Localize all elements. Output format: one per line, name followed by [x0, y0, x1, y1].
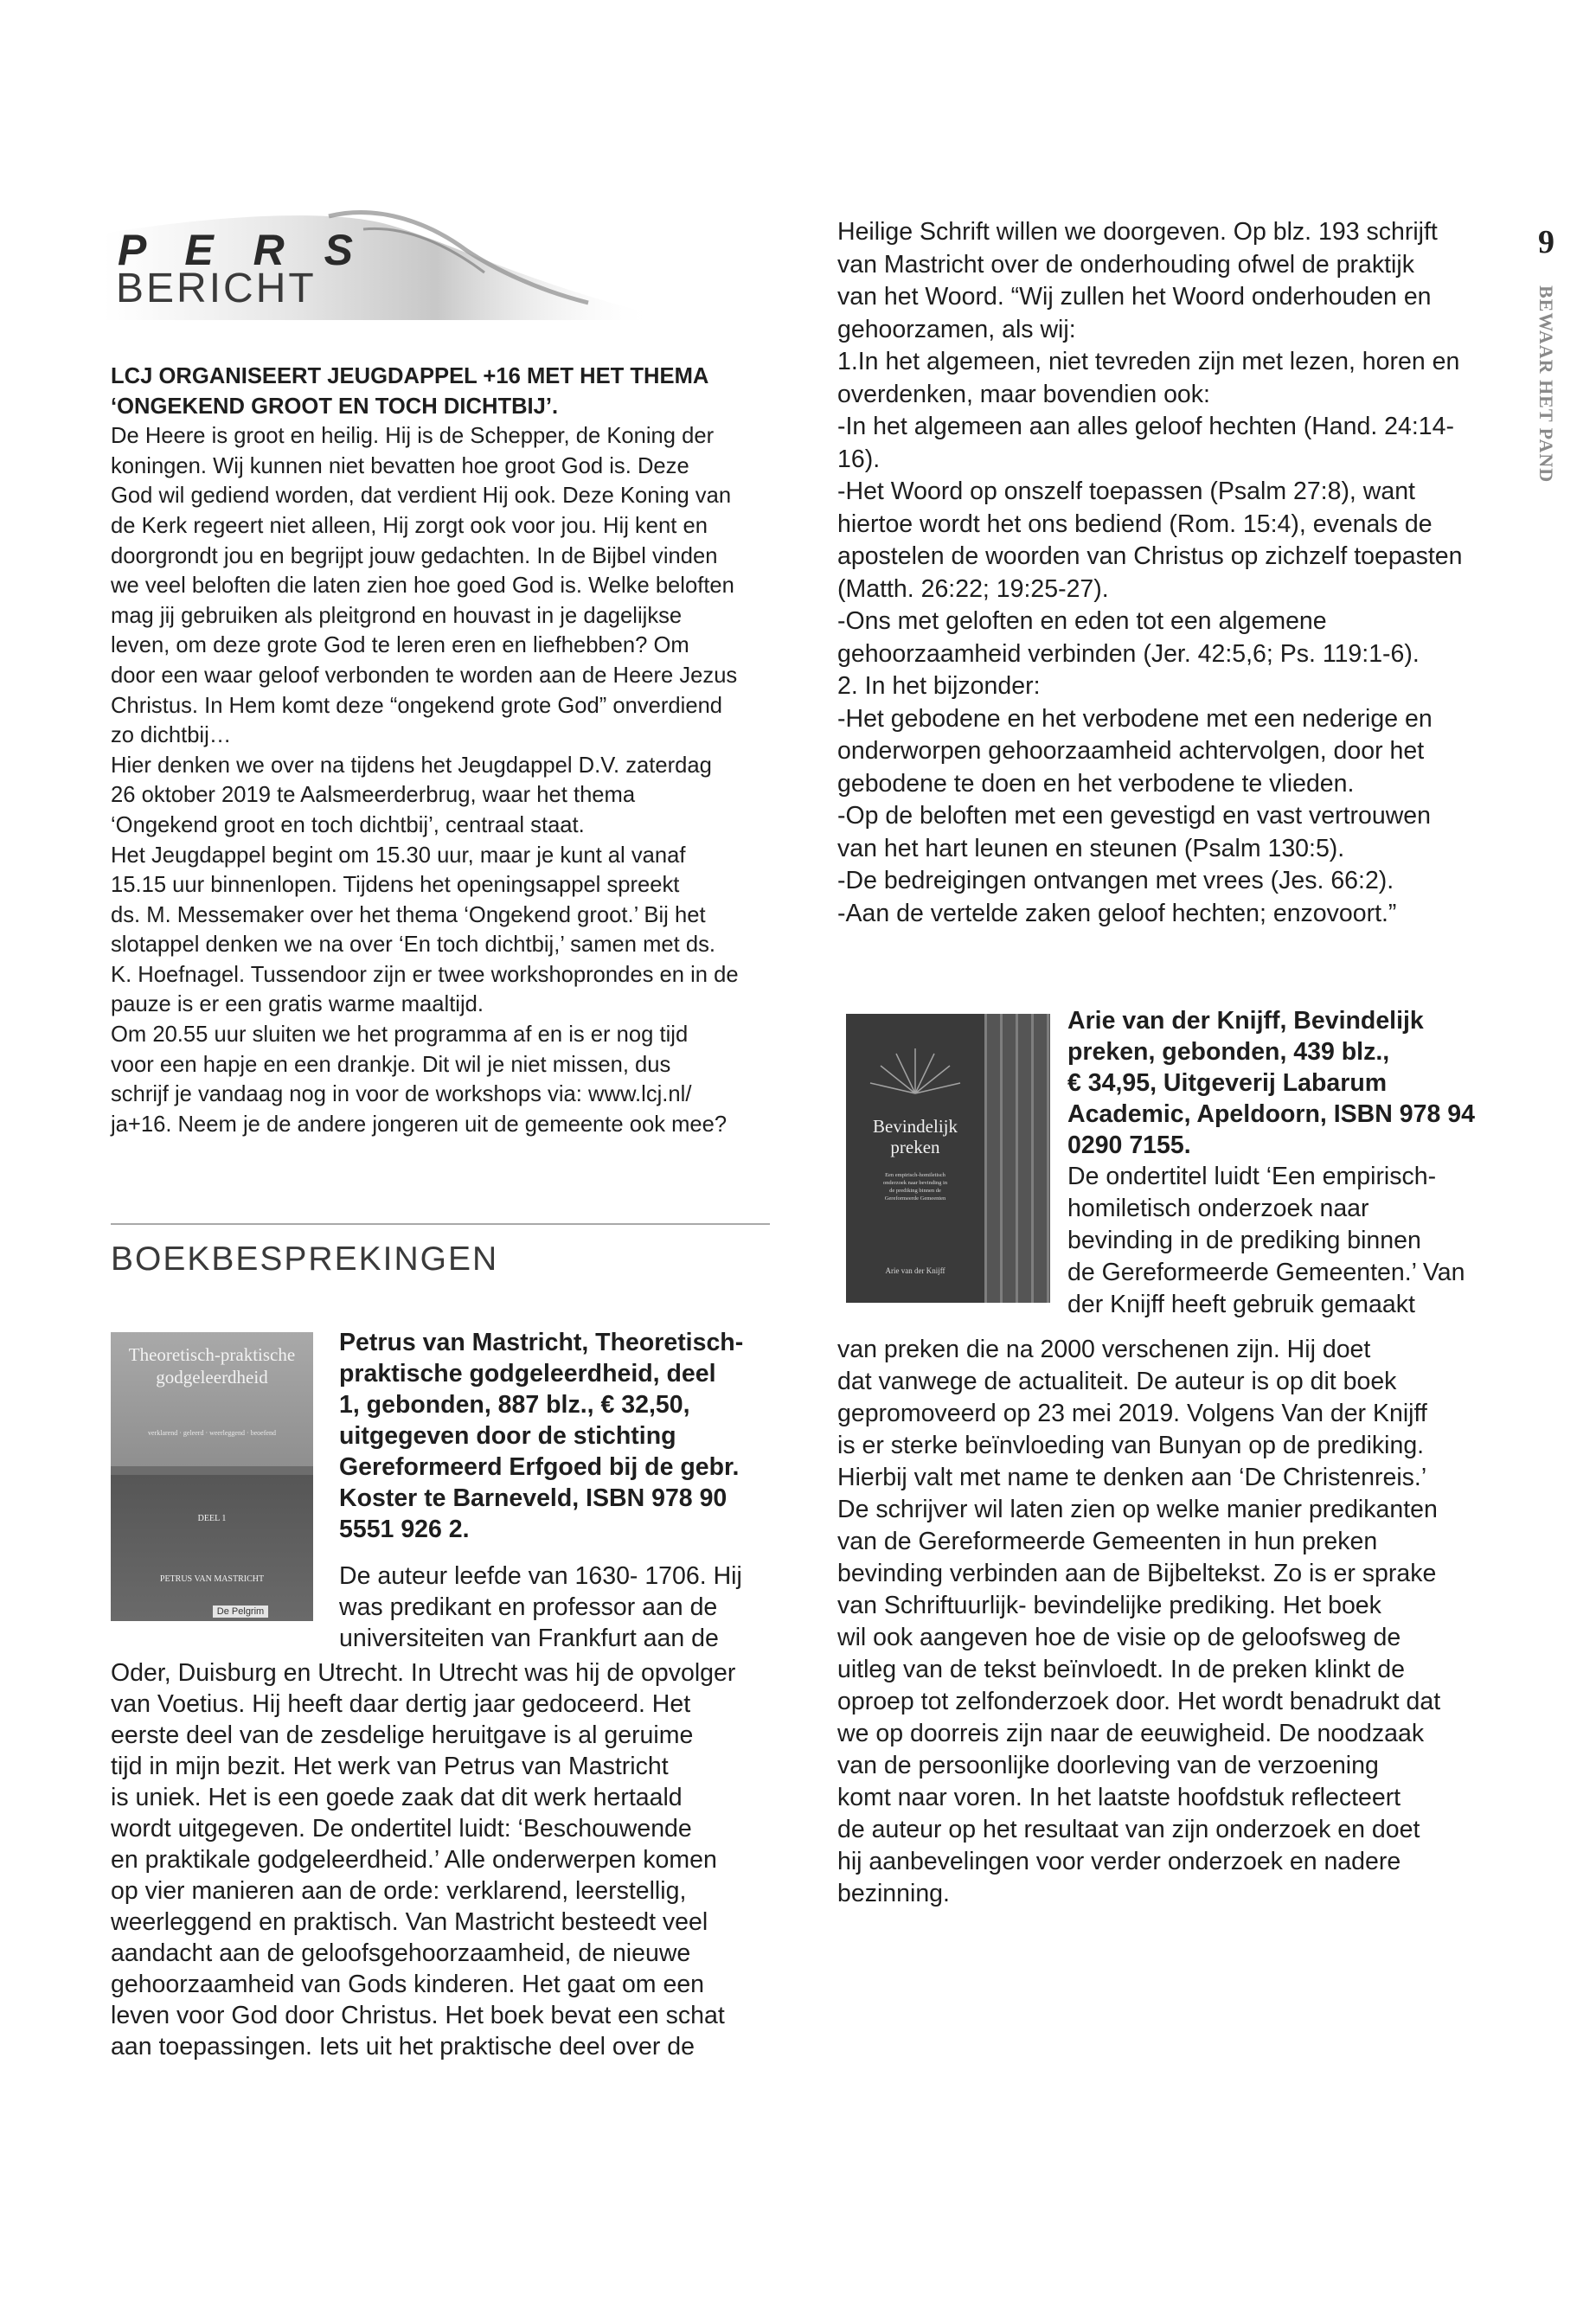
pers-label: P E R S [118, 226, 367, 274]
press-text-line: koningen. Wij kunnen niet bevatten hoe groot God is. Deze [111, 453, 689, 478]
press-release-header [104, 208, 657, 320]
press-text-line: Om 20.55 uur sluiten we het programma af en is er nog tijd [111, 1022, 689, 1048]
review-text-line: hij aanbevelingen voor verder onderzoek en nadere [837, 1848, 1401, 1875]
review-text-line: hiertoe wordt het ons bediend (Rom. 15:4), evenals de [837, 510, 1433, 538]
section-divider [111, 1223, 770, 1225]
book-cover-mastricht [111, 1332, 313, 1621]
review-text-line: van preken die na 2000 verschenen zijn. Hij doet [837, 1336, 1371, 1363]
sunburst-decoration [846, 1014, 984, 1303]
citation-line: preken, gebonden, 439 blz., [1067, 1038, 1390, 1066]
press-text-line: 15.15 uur binnenlopen. Tijdens het openingsappel spreekt [111, 873, 680, 898]
review-text-line: (Matth. 26:22; 19:25-27). [837, 574, 1109, 603]
press-text-line: leven, om deze grote God te leren eren en liefhebben? Om [111, 633, 689, 658]
press-text-line: Hier denken we over na tijdens het Jeugdappel D.V. zaterdag [111, 753, 712, 778]
review-text-line: van de persoonlijke doorleving van de verzoening [837, 1752, 1379, 1779]
review-text-line: van Mastricht over de onderhouding ofwel de praktijk [837, 250, 1414, 279]
cover-title: Bevindelijk [873, 1116, 958, 1137]
review-text-line: der Knijff heeft gebruik gemaakt [1067, 1291, 1415, 1318]
review-text-line: komt naar voren. In het laatste hoofdstuk reflecteert [837, 1784, 1401, 1811]
press-text-line: K. Hoefnagel. Tussendoor zijn er twee workshoprondes en in de [111, 962, 739, 987]
press-text-line: schrijf je vandaag nog in voor de workshops via: www.lcj.nl/ [111, 1082, 692, 1107]
review-text-line: bevinding verbinden aan de Bijbeltekst. Zo is er sprake [837, 1560, 1437, 1587]
press-text-line: ds. M. Messemaker over het thema ‘Ongekend groot.’ Bij het [111, 902, 706, 927]
review-text-line: dat vanwege de actualiteit. De auteur is op dit boek [837, 1368, 1397, 1395]
citation-line: Academic, Apeldoorn, ISBN 978 94 [1067, 1100, 1475, 1128]
press-text-line: De Heere is groot en heilig. Hij is de Schepper, de Koning der [111, 424, 715, 449]
review-text-line: op vier manieren aan de orde: verklarend, leerstellig, [111, 1877, 687, 1905]
press-text-line: 26 oktober 2019 te Aalsmeerderbrug, waar het thema [111, 783, 636, 808]
review-text-line: gepromoveerd op 23 mei 2019. Volgens Van der Knijff [837, 1400, 1427, 1427]
review-text-line: gebodene te doen en het verbodene te vlieden. [837, 769, 1355, 798]
review-text-line: we op doorreis zijn naar de eeuwigheid. De noodzaak [837, 1720, 1425, 1747]
citation-line: Koster te Barneveld, ISBN 978 90 [339, 1484, 727, 1512]
citation-line: praktische godgeleerdheid, deel [339, 1360, 716, 1388]
press-text-line: voor een hapje en een drankje. Dit wil je niet missen, dus [111, 1052, 671, 1077]
press-release-article [111, 362, 770, 1139]
cover-author: PETRUS VAN MASTRICHT [159, 1574, 265, 1584]
citation-line: € 34,95, Uitgeverij Labarum [1067, 1069, 1388, 1097]
book2-citation [1067, 1005, 1500, 1161]
headline-line: ‘ONGEKEND GROOT EN TOCH DICHTBIJ’. [111, 394, 559, 419]
cover-title: preken [890, 1137, 940, 1157]
review-text-line: de Gereformeerde Gemeenten.’ Van [1067, 1259, 1465, 1286]
review-text-line: wil ook aangeven hoe de visie op de geloofsweg de [837, 1624, 1401, 1651]
page-number: 9 [1538, 224, 1554, 260]
review-text-line: gehoorzaamheid verbinden (Jer. 42:5,6; Ps. 119:1-6). [837, 639, 1420, 668]
press-text-line: de Kerk regeert niet alleen, Hij zorgt ook voor jou. Hij kent en [111, 513, 708, 538]
citation-line: Gereformeerd Erfgoed bij de gebr. [339, 1453, 740, 1481]
review-text-line: de auteur op het resultaat van zijn onderzoek en doet [837, 1816, 1420, 1843]
review-text-line: van de Gereformeerde Gemeenten in hun preken [837, 1528, 1378, 1555]
bericht-label: BERICHT [116, 266, 317, 311]
cover-author: Arie van der Knijff [885, 1266, 945, 1275]
review-text-line: -De bedreigingen ontvangen met vrees (Jes. 66:2). [837, 867, 1394, 894]
review-text-line: wordt uitgegeven. De ondertitel luidt: ‘Beschouwende [111, 1815, 692, 1843]
review-text-line: 16). [837, 445, 881, 473]
review-text-line: aan toepassingen. Iets uit het praktische deel over de [111, 2033, 695, 2061]
review-text-line: van het hart leunen en steunen (Psalm 130:5). [837, 834, 1345, 862]
cover-subtitle: verklarend · geleerd · weerleggend · beoefend [148, 1429, 276, 1437]
review-text-line: weerleggend en praktisch. Van Mastricht besteedt veel [111, 1908, 708, 1936]
review-text-line: en praktikale godgeleerdheid.’ Alle onderwerpen komen [111, 1846, 717, 1874]
press-text-line: door een waar geloof verbonden te worden aan de Heere Jezus [111, 663, 738, 688]
citation-line: uitgegeven door de stichting [339, 1422, 676, 1450]
press-text-line: Het Jeugdappel begint om 15.30 uur, maar je kunt al vanaf [111, 843, 686, 868]
review-text-line: Oder, Duisburg en Utrecht. In Utrecht was hij de opvolger [111, 1659, 736, 1687]
cover-title: Theoretisch-praktische [128, 1344, 296, 1365]
review-text-line: is uniek. Het is een goede zaak dat dit werk hertaald [111, 1784, 683, 1811]
review-text-line: 2. In het bijzonder: [837, 672, 1041, 700]
book1-review-continuation [837, 216, 1495, 930]
review-text-line: oproep tot zelfonderzoek door. Het wordt benadrukt dat [837, 1688, 1441, 1715]
review-text-line: gehoorzaamheid van Gods kinderen. Het gaat om een [111, 1971, 705, 1998]
press-text-line: we veel beloften die laten zien hoe goed God is. Welke beloften [111, 574, 734, 599]
citation-line: Petrus van Mastricht, Theoretisch- [339, 1329, 744, 1356]
review-text-line: -Op de beloften met een gevestigd en vast vertrouwen [837, 802, 1431, 830]
book2-review-intro [1067, 1161, 1500, 1321]
review-text-line: uitleg van de tekst beïnvloedt. In de preken klinkt de [837, 1656, 1405, 1683]
book2-review-body [837, 1334, 1500, 1910]
review-text-line: universiteiten van Frankfurt aan de [339, 1625, 719, 1652]
publisher-logo: De Pelgrim [213, 1606, 268, 1618]
review-text-line: gehoorzamen, als wij: [837, 315, 1076, 343]
review-text-line: Hierbij valt met name te denken aan ‘De Christenreis.’ [837, 1464, 1427, 1491]
review-text-line: onderworpen gehoorzaamheid achtervolgen, door het [837, 737, 1425, 765]
review-text-line: -Het gebodene en het verbodene met een nederige en [837, 704, 1433, 733]
review-text-line: van Schriftuurlijk- bevindelijke prediking. Het boek [837, 1592, 1381, 1619]
review-text-line: was predikant en professor aan de [339, 1593, 718, 1621]
review-text-line: -Het Woord op onszelf toepassen (Psalm 27:8), want [837, 478, 1415, 505]
review-text-line: eerste deel van de zesdelige heruitgave is al geruime [111, 1721, 694, 1749]
review-text-line: tijd in mijn bezit. Het werk van Petrus van Mastricht [111, 1753, 669, 1780]
press-body [111, 421, 770, 1139]
press-text-line: Christus. In Hem komt deze “ongekend grote God” onverdiend [111, 693, 723, 718]
review-text-line: van het Woord. “Wij zullen het Woord onderhouden en [837, 283, 1432, 311]
cover-volume: DEEL 1 [197, 1514, 227, 1523]
review-text-line: bezinning. [837, 1880, 950, 1907]
review-text-line: van Voetius. Hij heeft daar dertig jaar gedoceerd. Het [111, 1690, 691, 1718]
review-text-line: overdenken, maar bovendien ook: [837, 380, 1210, 408]
book-cover-bevindelijk-preken [846, 1014, 1050, 1303]
review-text-line: De auteur leefde van 1630- 1706. Hij [339, 1562, 742, 1590]
press-text-line: doorgrondt jou en begrijpt jouw gedachten. In de Bijbel vinden [111, 543, 718, 568]
headline-line: LCJ ORGANISEERT JEUGDAPPEL +16 MET HET THEMA [111, 364, 709, 388]
review-text-line: is er sterke beïnvloeding van Bunyan op de prediking. [837, 1432, 1425, 1459]
book1-citation [339, 1327, 772, 1545]
press-text-line: ‘Ongekend groot en toch dichtbij’, centraal staat. [111, 812, 585, 837]
review-text-line: -In het algemeen aan alles geloof hechten (Hand. 24:14- [837, 413, 1454, 440]
press-text-line: slotappel denken we na over ‘En toch dichtbij,’ samen met ds. [111, 933, 716, 958]
press-text-line: mag jij gebruiken als pleitgrond en houvast in je dagelijkse [111, 603, 683, 628]
citation-line: Arie van der Knijff, Bevindelijk [1067, 1007, 1424, 1035]
press-text-line: ja+16. Neem je de andere jongeren uit de gemeente ook mee? [111, 1112, 727, 1137]
review-text-line: apostelen de woorden van Christus op zichzelf toepasten [837, 542, 1463, 570]
review-text-line: -Ons met geloften en eden tot een algemene [837, 607, 1327, 635]
stained-glass-window [984, 1014, 1050, 1303]
section-title: BOEKBESPREKINGEN [111, 1240, 499, 1278]
review-text-line: Heilige Schrift willen we doorgeven. Op blz. 193 schrijft [837, 218, 1438, 246]
book1-review-intro [339, 1561, 772, 1654]
review-text-line: bevinding in de prediking binnen [1067, 1227, 1421, 1254]
cover-title: godgeleerdheid [156, 1367, 268, 1388]
citation-line: 1, gebonden, 887 blz., € 32,50, [339, 1391, 690, 1419]
review-text-line: aandacht aan de geloofsgehoorzaamheid, de nieuwe [111, 1939, 691, 1967]
review-text-line: homiletisch onderzoek naar [1067, 1195, 1369, 1222]
citation-line: 5551 926 2. [339, 1516, 470, 1543]
review-text-line: De schrijver wil laten zien op welke manier predikanten [837, 1496, 1438, 1523]
review-text-line: leven voor God door Christus. Het boek bevat een schat [111, 2002, 725, 2029]
press-text-line: pauze is er een gratis warme maaltijd. [111, 992, 484, 1017]
cover-subtitle: Een empirisch-homiletisch onderzoek naar bevinding in de prediking binnen de Gereformeerde Gemeenten [882, 1172, 948, 1202]
review-text-line: 1.In het algemeen, niet tevreden zijn met lezen, horen en [837, 348, 1460, 375]
review-text-line: De ondertitel luidt ‘Een empirisch- [1067, 1163, 1437, 1190]
side-label: BEWAAR HET PAND [1535, 285, 1557, 484]
book1-review-body [111, 1657, 772, 2062]
citation-line: 0290 7155. [1067, 1131, 1191, 1159]
press-text-line: zo dichtbij… [111, 723, 232, 748]
press-text-line: God wil gediend worden, dat verdient Hij ook. Deze Koning van [111, 484, 732, 509]
review-text-line: -Aan de vertelde zaken geloof hechten; enzovoort.” [837, 899, 1397, 927]
